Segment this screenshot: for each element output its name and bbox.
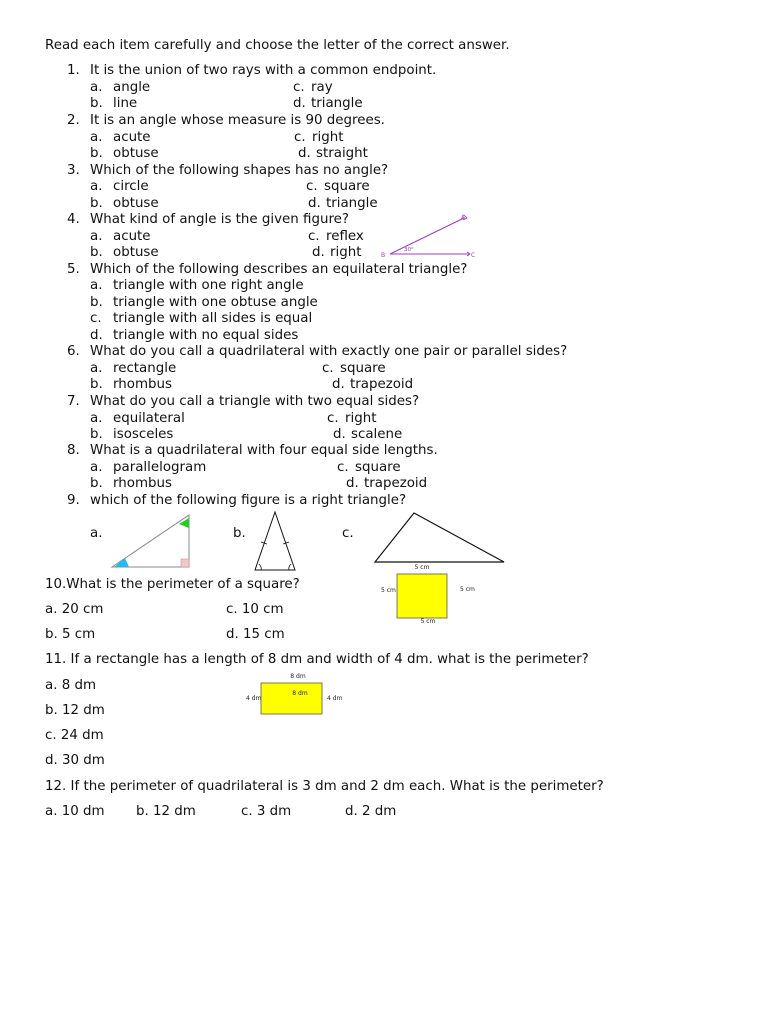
angle-vertex-label: B — [381, 252, 386, 259]
square-figure — [376, 560, 486, 626]
choice-2a[interactable]: acute — [113, 130, 151, 145]
choice-2c[interactable]: right — [312, 130, 344, 145]
item-number-3: 3. — [67, 163, 80, 178]
choice-letter-7c: c. — [327, 411, 339, 426]
choice-5a[interactable]: triangle with one right angle — [113, 278, 304, 293]
question-6: What do you call a quadrilateral with exactly one pair or parallel sides? — [90, 344, 568, 359]
item-number-9: 9. — [67, 493, 80, 508]
choice-letter-2a: a. — [90, 130, 103, 145]
option-label-9b[interactable]: b. — [233, 526, 246, 541]
choice-3c[interactable]: square — [324, 179, 370, 194]
choice-letter-5a: a. — [90, 278, 103, 293]
question-3: Which of the following shapes has no angle? — [90, 163, 389, 178]
angle-end-label: C — [471, 252, 476, 259]
choice-6c[interactable]: square — [340, 361, 386, 376]
choice-10b[interactable]: b. 5 cm — [45, 627, 96, 642]
choice-letter-6d: d. — [332, 377, 345, 392]
choice-letter-1d: d. — [293, 96, 306, 111]
question-11: 11. If a rectangle has a length of 8 dm and width of 4 dm. what is the perimeter? — [45, 652, 589, 667]
option-label-9c[interactable]: c. — [342, 526, 354, 541]
choice-8c[interactable]: square — [355, 460, 401, 475]
choice-letter-4a: a. — [90, 229, 103, 244]
rectangle-figure — [240, 668, 352, 718]
choice-letter-6b: b. — [90, 377, 103, 392]
triangle-b-outline — [255, 512, 295, 570]
choice-letter-7d: d. — [333, 427, 346, 442]
question-10: 10.What is the perimeter of a square? — [45, 577, 300, 592]
choice-1c[interactable]: ray — [311, 80, 333, 95]
choice-11c[interactable]: c. 24 dm — [45, 728, 104, 743]
rectangle-top-label: 8 dm — [290, 673, 306, 680]
choice-4a[interactable]: acute — [113, 229, 151, 244]
question-2: It is an angle whose measure is 90 degrees. — [90, 113, 385, 128]
angle-arc-left — [259, 564, 261, 570]
choice-12a[interactable]: a. 10 dm — [45, 804, 105, 819]
choice-letter-7a: a. — [90, 411, 103, 426]
choice-letter-8d: d. — [346, 476, 359, 491]
choice-4d[interactable]: right — [330, 245, 362, 260]
rectangle-shape — [261, 683, 322, 714]
choice-letter-4d: d. — [312, 245, 325, 260]
angle-arc-right — [289, 564, 291, 570]
choice-3d[interactable]: triangle — [326, 196, 378, 211]
choice-letter-6c: c. — [322, 361, 334, 376]
rectangle-left-label: 4 dm — [246, 695, 262, 702]
rectangle-right-label: 4 dm — [327, 695, 343, 702]
square-right-label: 5 cm — [460, 586, 475, 593]
choice-5d[interactable]: triangle with no equal sides — [113, 328, 299, 343]
choice-6a[interactable]: rectangle — [113, 361, 177, 376]
right-triangle-figure[interactable] — [109, 512, 193, 570]
choice-11a[interactable]: a. 8 dm — [45, 678, 97, 693]
choice-5c[interactable]: triangle with all sides is equal — [113, 311, 313, 326]
item-number-1: 1. — [67, 63, 80, 78]
choice-2d[interactable]: straight — [316, 146, 368, 161]
choice-7d[interactable]: scalene — [351, 427, 403, 442]
angle-top-label: A — [461, 214, 466, 221]
question-9: which of the following figure is a right triangle? — [90, 493, 407, 508]
choice-letter-2d: d. — [298, 146, 311, 161]
choice-3a[interactable]: circle — [113, 179, 149, 194]
angle-figure — [378, 211, 480, 261]
item-number-5: 5. — [67, 262, 80, 277]
right-angle-mark — [181, 559, 189, 567]
item-number-6: 6. — [67, 344, 80, 359]
choice-letter-6a: a. — [90, 361, 103, 376]
square-bottom-label: 5 cm — [420, 618, 436, 625]
option-label-9a[interactable]: a. — [90, 526, 103, 541]
choice-10d[interactable]: d. 15 cm — [226, 627, 285, 642]
choice-7c[interactable]: right — [345, 411, 377, 426]
choice-12b[interactable]: b. 12 dm — [136, 804, 196, 819]
choice-5b[interactable]: triangle with one obtuse angle — [113, 295, 318, 310]
choice-11b[interactable]: b. 12 dm — [45, 703, 105, 718]
choice-4c[interactable]: reflex — [326, 229, 364, 244]
choice-letter-3a: a. — [90, 179, 103, 194]
choice-letter-5c: c. — [90, 311, 102, 326]
item-number-7: 7. — [67, 394, 80, 409]
choice-1a[interactable]: angle — [113, 80, 151, 95]
choice-letter-1b: b. — [90, 96, 103, 111]
item-number-2: 2. — [67, 113, 80, 128]
choice-4b[interactable]: obtuse — [113, 245, 159, 260]
triangle-c-outline — [375, 513, 504, 562]
choice-letter-8a: a. — [90, 460, 103, 475]
item-number-4: 4. — [67, 212, 80, 227]
item-number-8: 8. — [67, 443, 80, 458]
choice-letter-4c: c. — [308, 229, 320, 244]
choice-letter-3c: c. — [306, 179, 318, 194]
choice-letter-5d: d. — [90, 328, 103, 343]
question-8: What is a quadrilateral with four equal side lengths. — [90, 443, 438, 458]
choice-2b[interactable]: obtuse — [113, 146, 159, 161]
question-7: What do you call a triangle with two equal sides? — [90, 394, 420, 409]
choice-letter-1a: a. — [90, 80, 103, 95]
choice-letter-4b: b. — [90, 245, 103, 260]
choice-letter-2c: c. — [294, 130, 306, 145]
question-1: It is the union of two rays with a common endpoint. — [90, 63, 437, 78]
choice-letter-3d: d. — [308, 196, 321, 211]
choice-1b[interactable]: line — [113, 96, 138, 111]
angle-ray-ba — [390, 218, 464, 254]
choice-11d[interactable]: d. 30 dm — [45, 753, 105, 768]
question-4: What kind of angle is the given figure? — [90, 212, 350, 227]
choice-10a[interactable]: a. 20 cm — [45, 602, 104, 617]
rectangle-inside-label: 8 dm — [292, 690, 308, 697]
choice-12d[interactable]: d. 2 dm — [345, 804, 397, 819]
choice-6b[interactable]: rhombus — [113, 377, 172, 392]
choice-6d[interactable]: trapezoid — [350, 377, 414, 392]
square-left-label: 5 cm — [381, 587, 396, 594]
choice-8d[interactable]: trapezoid — [364, 476, 428, 491]
choice-3b[interactable]: obtuse — [113, 196, 159, 211]
choice-letter-1c: c. — [293, 80, 305, 95]
choice-7a[interactable]: equilateral — [113, 411, 185, 426]
angle-measure-label: 30° — [404, 247, 414, 253]
choice-10c[interactable]: c. 10 cm — [226, 602, 284, 617]
choice-8b[interactable]: rhombus — [113, 476, 172, 491]
choice-8a[interactable]: parallelogram — [113, 460, 207, 475]
square-top-label: 5 cm — [414, 564, 430, 571]
choice-letter-2b: b. — [90, 146, 103, 161]
choice-letter-5b: b. — [90, 295, 103, 310]
choice-letter-3b: b. — [90, 196, 103, 211]
choice-letter-8b: b. — [90, 476, 103, 491]
question-12: 12. If the perimeter of quadrilateral is 3 dm and 2 dm each. What is the perimeter? — [45, 779, 604, 794]
isosceles-triangle-figure[interactable] — [250, 509, 300, 573]
square-shape — [397, 574, 447, 618]
choice-letter-7b: b. — [90, 427, 103, 442]
instructions: Read each item carefully and choose the letter of the correct answer. — [45, 38, 510, 53]
choice-1d[interactable]: triangle — [311, 96, 363, 111]
choice-12c[interactable]: c. 3 dm — [241, 804, 292, 819]
obtuse-triangle-figure[interactable] — [372, 510, 508, 566]
question-5: Which of the following describes an equilateral triangle? — [90, 262, 468, 277]
choice-7b[interactable]: isosceles — [113, 427, 174, 442]
choice-letter-8c: c. — [337, 460, 349, 475]
